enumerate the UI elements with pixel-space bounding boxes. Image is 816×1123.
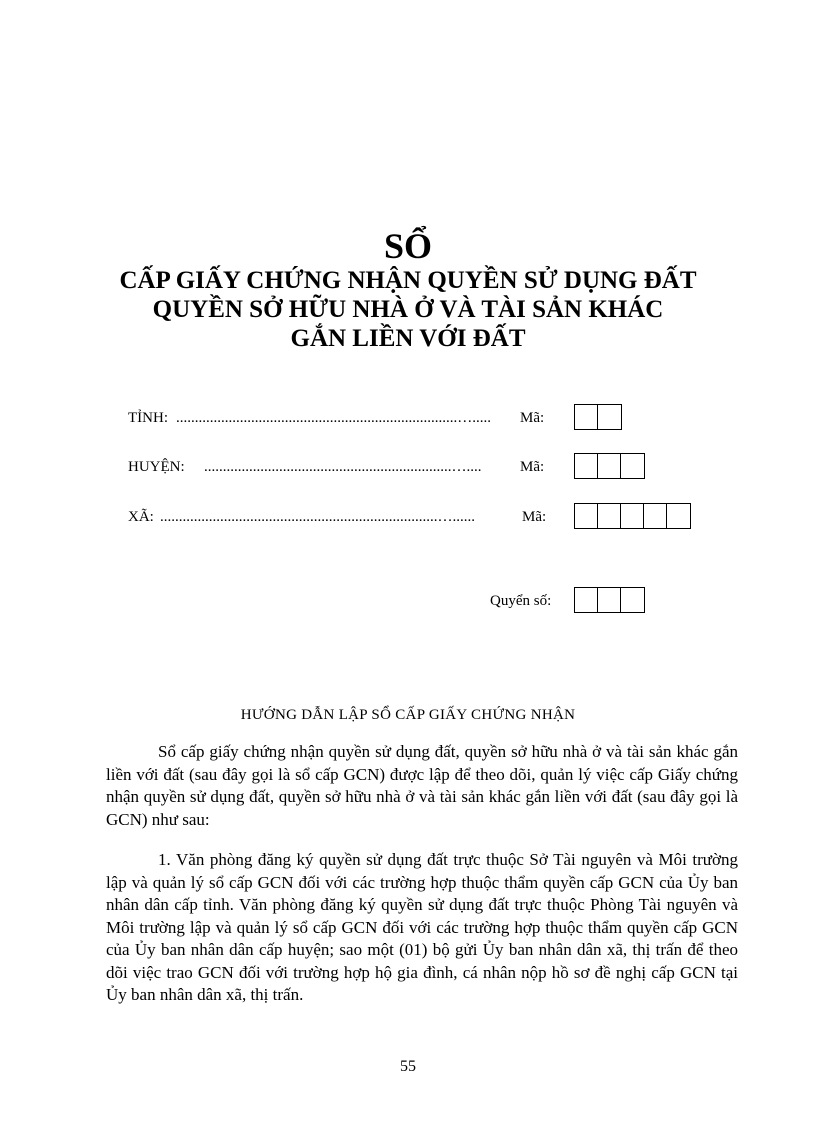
code-cell[interactable] <box>598 405 621 429</box>
volume-label: Quyển số: <box>490 593 552 609</box>
subtitle-line-3: GẮN LIỀN VỚI ĐẤT <box>290 325 526 352</box>
province-input-line[interactable]: ...........................................................................…..... <box>176 410 491 426</box>
province-code-boxes[interactable] <box>574 404 622 430</box>
district-label: HUYỆN: <box>128 459 185 475</box>
code-cell[interactable] <box>575 588 598 612</box>
page-number: 55 <box>400 1058 416 1075</box>
code-cell[interactable] <box>598 504 621 528</box>
book-title: SỔ <box>383 226 433 266</box>
code-cell[interactable] <box>644 504 667 528</box>
volume-row <box>0 587 816 617</box>
district-code-label: Mã: <box>520 459 545 475</box>
code-cell[interactable] <box>598 588 621 612</box>
commune-code-label: Mã: <box>522 509 547 525</box>
code-cell[interactable] <box>575 454 598 478</box>
code-cell[interactable] <box>621 504 644 528</box>
guide-paragraph-intro: Sổ cấp giấy chứng nhận quyền sử dụng đất, quyền sở hữu nhà ở và tài sản khác gắn liền với đất (sau đây gọi là sổ cấp GCN) được lập để theo dõi, quản lý việc cấp Giấy chứng nhận quyền sử dụng đất, quyền sở hữu nhà ở và tài sản khác gắn liền với đất (sau đây gọi là GCN) như sau: <box>106 742 738 829</box>
code-cell[interactable] <box>575 504 598 528</box>
commune-code-boxes[interactable] <box>574 503 691 529</box>
commune-input-line[interactable]: ..........................................................................…...... <box>160 509 475 525</box>
code-cell[interactable] <box>598 454 621 478</box>
province-row <box>0 404 816 434</box>
guide-paragraph-1: 1. Văn phòng đăng ký quyền sử dụng đất trực thuộc Sở Tài nguyên và Môi trường lập và quản lý sổ cấp GCN đối với các trường hợp thuộc thẩm quyền cấp GCN của Ủy ban nhân dân cấp tỉnh. Văn phòng đăng ký quyền sử dụng đất trực thuộc Phòng Tài nguyên và Môi trường lập và quản lý sổ cấp GCN đối với các trường hợp thuộc thẩm quyền cấp GCN của Ủy ban nhân dân cấp huyện; sao một (01) bộ gửi Ủy ban nhân dân xã, thị trấn để theo dõi việc trao GCN đối với trường hợp hộ gia đình, cá nhân nộp hồ sơ đề nghị cấp GCN tại Ủy ban nhân dân xã, thị trấn. <box>106 850 738 1004</box>
commune-row <box>0 503 816 533</box>
code-cell[interactable] <box>621 454 644 478</box>
book-subtitle <box>0 266 816 353</box>
code-cell[interactable] <box>667 504 690 528</box>
district-code-boxes[interactable] <box>574 453 645 479</box>
code-cell[interactable] <box>575 405 598 429</box>
province-label: TỈNH: <box>128 410 168 426</box>
volume-number-boxes[interactable] <box>574 587 645 613</box>
district-row <box>0 453 816 483</box>
subtitle-line-1: CẤP GIẤY CHỨNG NHẬN QUYỀN SỬ DỤNG ĐẤT <box>119 267 697 294</box>
subtitle-line-2: QUYỀN SỞ HỮU NHÀ Ở VÀ TÀI SẢN KHÁC <box>152 296 664 323</box>
commune-label: XÃ: <box>128 509 154 525</box>
district-input-line[interactable]: ..................................................................….... <box>204 459 482 475</box>
guide-title: HƯỚNG DẪN LẬP SỔ CẤP GIẤY CHỨNG NHẬN <box>240 707 576 723</box>
province-code-label: Mã: <box>520 410 545 426</box>
code-cell[interactable] <box>621 588 644 612</box>
